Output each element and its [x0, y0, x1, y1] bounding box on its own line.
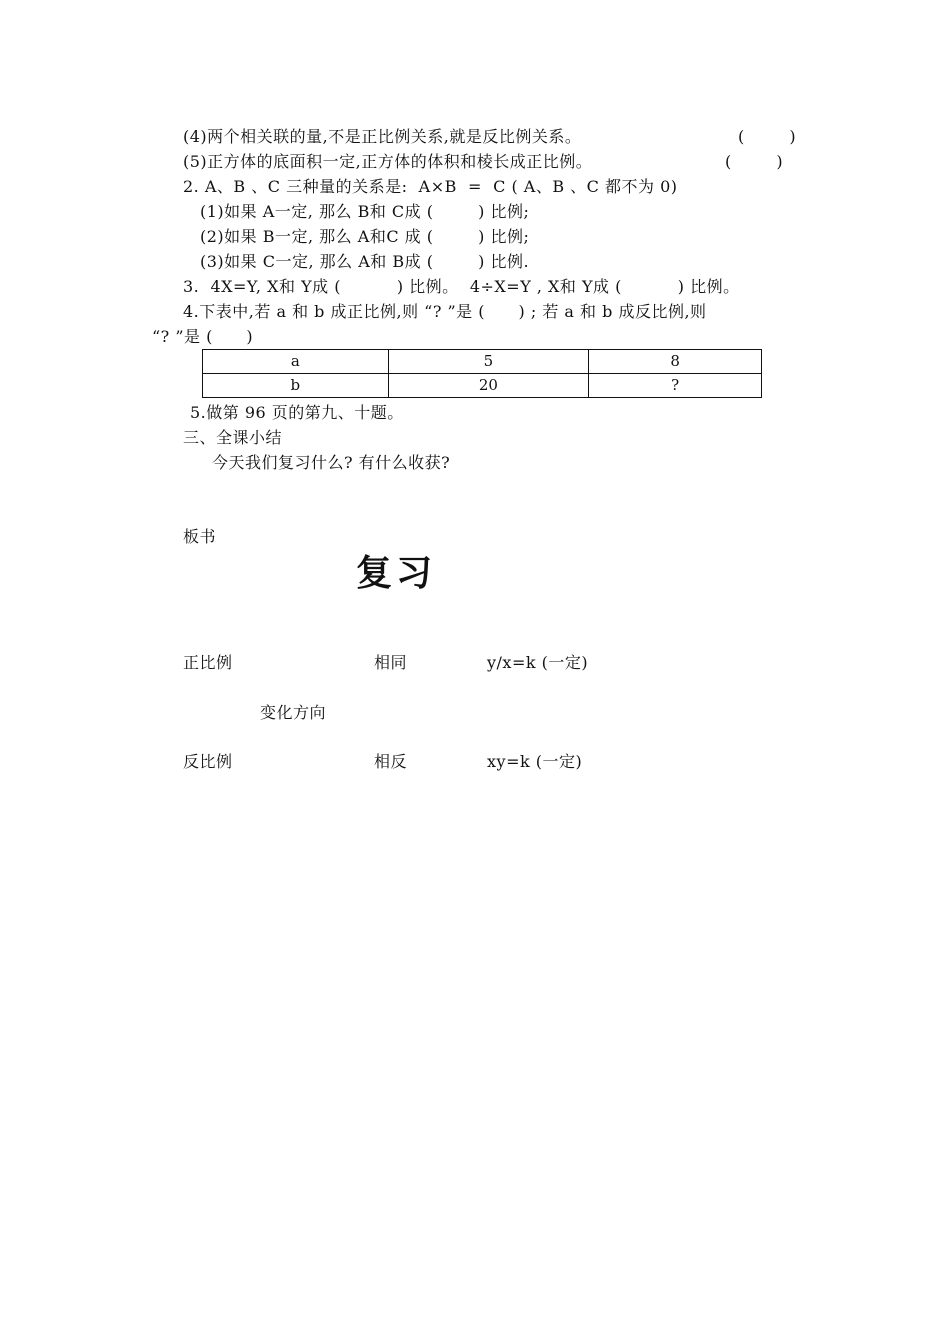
answer-blank-1-4: ( ) [738, 127, 797, 146]
question-2-stem: 2. A、B 、C 三种量的关系是: A×B = C ( A、B 、C 都不为 0) [183, 177, 678, 196]
table-cell: a [203, 350, 389, 374]
question-1-5: (5)正方体的底面积一定,正方体的体积和棱长成正比例。 [183, 152, 593, 171]
table-cell: 20 [388, 374, 589, 398]
board-inverse-formula: xy=k (一定) [487, 752, 583, 771]
question-2-item-3: (3)如果 C一定, 那么 A和 B成 ( ) 比例. [200, 252, 530, 271]
table-row [203, 374, 762, 398]
board-inverse-direction: 相反 [374, 752, 408, 771]
question-2-item-1: (1)如果 A一定, 那么 B和 C成 ( ) 比例; [200, 202, 530, 221]
ratio-table [202, 349, 762, 398]
table-cell: 5 [388, 350, 589, 374]
board-middle-label: 变化方向 [260, 703, 327, 722]
board-direct-direction: 相同 [374, 653, 408, 672]
table-cell: b [203, 374, 389, 398]
question-1-4: (4)两个相关联的量,不是正比例关系,就是反比例关系。 [183, 127, 582, 146]
question-5: 5.做第 96 页的第九、十题。 [190, 403, 404, 422]
board-inverse-name: 反比例 [183, 752, 233, 771]
summary-heading: 三、全课小结 [183, 428, 283, 447]
table-cell: 8 [589, 350, 762, 374]
summary-prompt: 今天我们复习什么? 有什么收获? [212, 453, 451, 472]
question-4-line-1: 4.下表中,若 a 和 b 成正比例,则 “? ”是 ( ) ; 若 a 和 b 成反比例,则 [183, 302, 707, 321]
table-row [203, 350, 762, 374]
answer-blank-1-5: ( ) [725, 152, 784, 171]
table-cell: ? [589, 374, 762, 398]
board-direct-formula: y/x=k (一定) [487, 653, 589, 672]
question-3: 3. 4X=Y, X和 Y成 ( ) 比例。 4÷X=Y , X和 Y成 ( ) 比例。 [183, 277, 740, 296]
question-2-item-2: (2)如果 B一定, 那么 A和C 成 ( ) 比例; [200, 227, 530, 246]
board-title: 复习 [356, 553, 437, 594]
question-4-line-2: “? ”是 ( ) [152, 327, 254, 346]
board-direct-name: 正比例 [183, 653, 233, 672]
board-label: 板书 [183, 527, 217, 546]
